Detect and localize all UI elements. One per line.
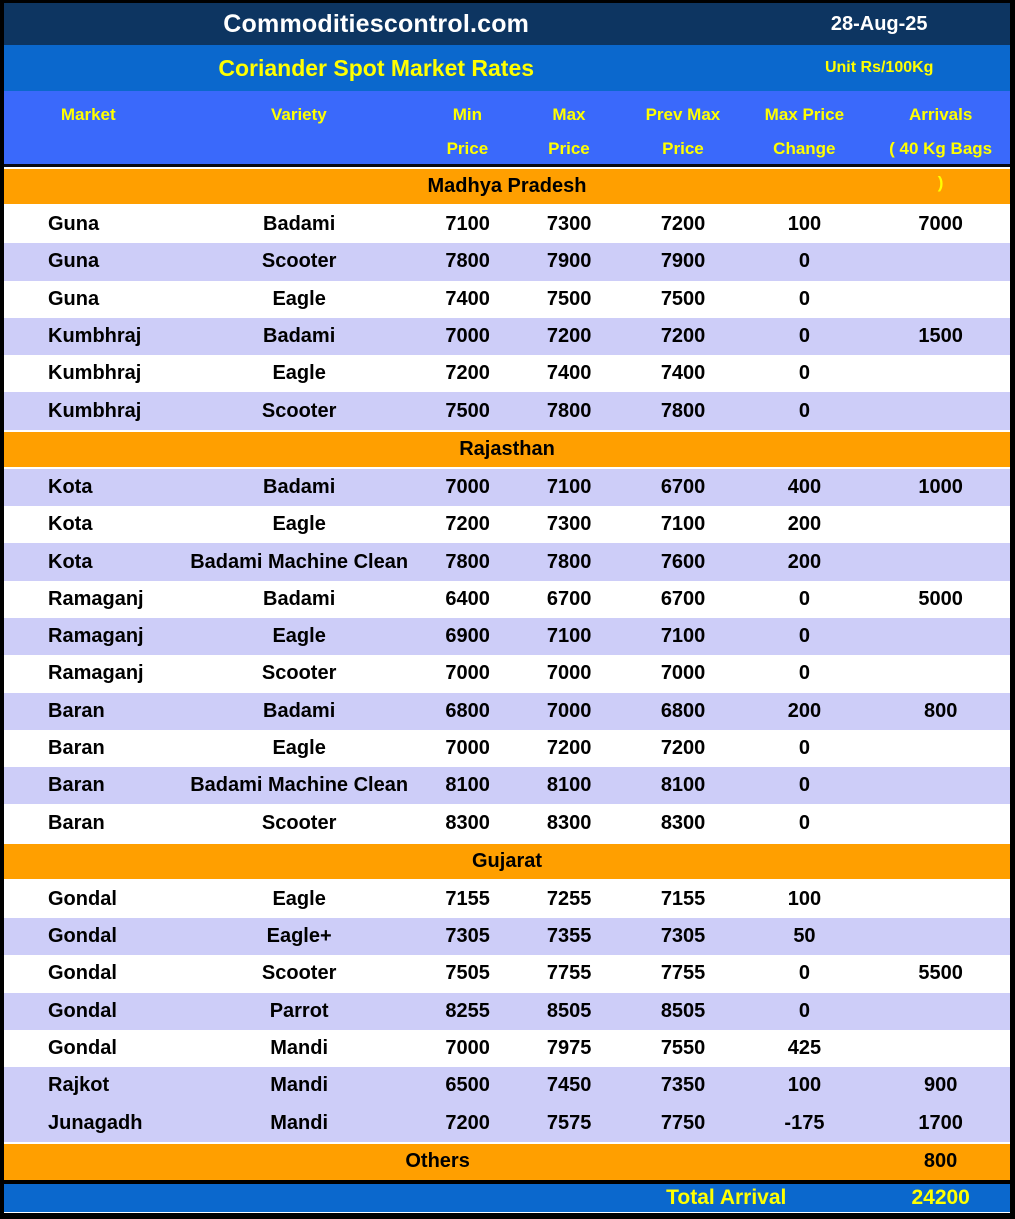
max-cell: 7000 [546, 699, 592, 722]
table-row [4, 543, 1010, 580]
max-cell: 7500 [546, 287, 592, 310]
table-row [4, 1030, 1010, 1067]
max-cell: 7355 [546, 925, 592, 948]
market-cell: Kota [48, 550, 93, 573]
site-title: Commoditiescontrol.com [223, 9, 530, 38]
market-cell: Gondal [48, 925, 117, 948]
total-arrival-value: 24200 [911, 1185, 970, 1209]
variety-cell: Badami [263, 213, 336, 236]
change-cell: 200 [787, 513, 822, 536]
change-cell: 425 [787, 1037, 822, 1060]
market-cell: Gondal [48, 999, 117, 1022]
change-cell: 0 [798, 662, 810, 685]
column-header-line: Max Price [764, 105, 845, 124]
column-header [173, 91, 426, 164]
max-cell: 8505 [546, 999, 592, 1022]
market-cell: Kumbhraj [48, 362, 142, 385]
table-row [4, 804, 1010, 841]
prev_max-cell: 7200 [660, 737, 706, 759]
section-header [4, 842, 1010, 881]
max-cell: 8100 [546, 774, 592, 797]
table-row [4, 918, 1010, 955]
min-cell: 7200 [445, 513, 490, 536]
prev_max-cell: 6700 [660, 587, 706, 610]
market-cell: Baran [48, 811, 105, 834]
section-header [4, 167, 1010, 206]
prev_max-cell: 6800 [660, 699, 706, 722]
column-header [737, 91, 871, 164]
min-cell: 7500 [445, 399, 490, 422]
prev_max-cell: 7900 [660, 250, 706, 273]
table-row [4, 355, 1010, 392]
change-cell: 0 [798, 325, 810, 348]
column-header-line: ( 40 Kg Bags [889, 139, 993, 158]
column-header-line: Max [552, 105, 586, 124]
prev_max-cell: 7600 [660, 550, 706, 573]
market-cell: Guna [48, 250, 100, 273]
column-header-line: Change [773, 139, 836, 158]
min-cell: 7100 [445, 213, 490, 236]
prev_max-cell: 7500 [660, 287, 706, 310]
variety-cell: Eagle [272, 737, 326, 759]
column-header-line: ) [937, 173, 944, 192]
max-cell: 7000 [546, 662, 592, 685]
market-cell: Gondal [48, 1037, 117, 1060]
min-cell: 7505 [445, 962, 490, 985]
column-header-line: Price [548, 139, 590, 158]
arrivals-cell: 1700 [918, 1111, 963, 1134]
market-cell: Junagadh [48, 1111, 143, 1134]
others-label: Others [405, 1150, 470, 1173]
variety-cell: Mandi [270, 1111, 329, 1134]
column-header-line: Min [452, 105, 482, 124]
change-cell: 200 [787, 550, 822, 573]
report-title-bar [4, 45, 1010, 91]
min-cell: 6900 [445, 625, 490, 648]
change-cell: 0 [798, 811, 810, 834]
min-cell: 7800 [445, 550, 490, 573]
market-cell: Gondal [48, 887, 117, 910]
change-cell: 100 [787, 887, 822, 910]
arrivals-cell: 1500 [918, 325, 963, 348]
prev_max-cell: 8505 [660, 999, 706, 1022]
max-cell: 7575 [546, 1111, 592, 1134]
min-cell: 7800 [445, 250, 490, 273]
min-cell: 7000 [445, 325, 490, 348]
prev_max-cell: 7550 [660, 1037, 706, 1060]
prev_max-cell: 6700 [660, 475, 706, 498]
change-cell: 0 [798, 999, 810, 1022]
variety-cell: Eagle [272, 625, 326, 648]
market-cell: Kota [48, 513, 93, 536]
variety-cell: Parrot [269, 999, 329, 1022]
column-header-line: Price [446, 139, 489, 158]
max-cell: 7300 [546, 213, 592, 236]
min-cell: 7000 [445, 1037, 490, 1060]
column-header-line: Price [662, 139, 704, 158]
variety-cell: Eagle [272, 513, 326, 536]
max-cell: 7200 [546, 737, 592, 759]
variety-cell: Badami [263, 475, 336, 498]
total-arrival-row [4, 1184, 1010, 1212]
change-cell: 0 [798, 737, 810, 759]
min-cell: 6400 [445, 587, 490, 610]
table-body [4, 167, 1010, 1142]
min-cell: 7000 [445, 737, 490, 759]
table-row [4, 392, 1010, 429]
section-title: Gujarat [471, 849, 543, 872]
prev_max-cell: 7750 [660, 1111, 706, 1134]
prev_max-cell: 7200 [660, 325, 706, 348]
arrivals-cell: 5000 [918, 587, 963, 610]
table-row [4, 469, 1010, 506]
variety-cell: Badami [263, 325, 336, 348]
market-cell: Guna [48, 287, 100, 310]
max-cell: 7100 [546, 625, 592, 648]
others-row [4, 1142, 1010, 1180]
change-cell: 0 [798, 362, 810, 385]
total-arrival-label: Total Arrival [666, 1185, 787, 1209]
max-cell: 7975 [546, 1037, 592, 1060]
max-cell: 8300 [546, 811, 592, 834]
prev_max-cell: 7755 [660, 962, 706, 985]
column-header [4, 91, 173, 164]
section-title: Rajasthan [459, 437, 555, 460]
change-cell: 0 [798, 399, 810, 422]
column-header [628, 91, 737, 164]
table-row [4, 655, 1010, 692]
table-row [4, 318, 1010, 355]
section-header [4, 430, 1010, 469]
column-header-line: Prev Max [645, 105, 721, 124]
table-row [4, 581, 1010, 618]
max-cell: 7100 [546, 475, 592, 498]
max-cell: 7755 [546, 962, 592, 985]
max-cell: 7300 [546, 513, 592, 536]
market-cell: Kumbhraj [48, 325, 142, 348]
change-cell: 0 [798, 774, 810, 797]
max-cell: 7255 [546, 887, 592, 910]
column-header [871, 91, 1010, 192]
report-date: 28-Aug-25 [830, 12, 928, 35]
change-cell: 100 [787, 213, 822, 236]
variety-cell: Mandi [270, 1037, 329, 1060]
market-cell: Gondal [48, 962, 117, 985]
prev_max-cell: 7155 [660, 887, 706, 910]
table-row [4, 281, 1010, 318]
change-cell: 0 [798, 287, 810, 310]
table-row [4, 993, 1010, 1030]
market-cell: Ramaganj [48, 587, 144, 610]
variety-cell: Badami [263, 699, 336, 722]
min-cell: 8255 [445, 999, 490, 1022]
prev_max-cell: 7350 [660, 1074, 706, 1097]
section-title: Madhya Pradesh [427, 175, 587, 197]
table-row [4, 730, 1010, 767]
table-row [4, 243, 1010, 280]
change-cell: 0 [798, 962, 810, 985]
change-cell: 200 [787, 699, 822, 722]
variety-cell: Scooter [261, 962, 337, 985]
change-cell: 0 [798, 250, 810, 273]
market-cell: Baran [48, 774, 105, 797]
max-cell: 7800 [546, 399, 592, 422]
min-cell: 7400 [445, 287, 490, 310]
variety-cell: Scooter [261, 250, 337, 273]
min-cell: 8300 [445, 811, 490, 834]
column-header [425, 91, 509, 164]
change-cell: -175 [784, 1111, 825, 1134]
table-row [4, 506, 1010, 543]
change-cell: 100 [787, 1074, 822, 1097]
table-row [4, 1067, 1010, 1104]
change-cell: 0 [798, 587, 810, 610]
min-cell: 6800 [445, 699, 490, 722]
prev_max-cell: 7800 [660, 399, 706, 422]
min-cell: 7200 [445, 362, 490, 385]
change-cell: 0 [798, 625, 810, 648]
market-cell: Kota [48, 475, 93, 498]
min-cell: 6500 [445, 1074, 490, 1097]
variety-cell: Badami [263, 587, 336, 610]
table-row [4, 881, 1010, 918]
arrivals-cell: 900 [923, 1074, 958, 1097]
variety-cell: Badami Machine Clean [190, 550, 409, 573]
prev_max-cell: 7400 [660, 362, 706, 385]
min-cell: 7155 [445, 887, 490, 910]
min-cell: 8100 [445, 774, 490, 797]
variety-cell: Eagle+ [266, 925, 332, 948]
prev_max-cell: 7200 [660, 213, 706, 236]
prev_max-cell: 7100 [660, 513, 706, 536]
market-cell: Guna [48, 213, 100, 236]
max-cell: 7200 [546, 325, 592, 348]
table-row [4, 618, 1010, 655]
market-cell: Baran [48, 699, 105, 722]
table-row [4, 1105, 1010, 1142]
min-cell: 7000 [445, 662, 490, 685]
market-cell: Rajkot [48, 1074, 110, 1097]
max-cell: 7450 [546, 1074, 592, 1097]
variety-cell: Eagle [272, 887, 326, 910]
prev_max-cell: 7305 [660, 925, 706, 948]
min-cell: 7305 [445, 925, 490, 948]
market-cell: Ramaganj [48, 662, 144, 685]
market-cell: Ramaganj [48, 625, 144, 648]
table-row [4, 693, 1010, 730]
change-cell: 400 [787, 475, 822, 498]
variety-cell: Scooter [261, 811, 337, 834]
column-header-line: Arrivals [908, 105, 973, 124]
min-cell: 7000 [445, 475, 490, 498]
prev_max-cell: 7100 [660, 625, 706, 648]
variety-cell: Mandi [270, 1074, 329, 1097]
arrivals-cell: 5500 [918, 962, 963, 985]
table-row [4, 206, 1010, 243]
max-cell: 6700 [546, 587, 592, 610]
max-cell: 7900 [546, 250, 592, 273]
variety-cell: Scooter [261, 399, 337, 422]
arrivals-cell: 800 [923, 699, 958, 722]
min-cell: 7200 [445, 1111, 490, 1134]
variety-cell: Badami Machine Clean [190, 774, 409, 797]
table-row [4, 955, 1010, 992]
column-header-line: Market [60, 105, 116, 124]
variety-cell: Eagle [272, 362, 326, 385]
site-header-bar [4, 3, 1010, 45]
market-cell: Baran [48, 737, 105, 759]
unit-label: Unit Rs/100Kg [824, 59, 934, 76]
table-row [4, 767, 1010, 804]
column-header-line: Variety [270, 105, 327, 124]
prev_max-cell: 8100 [660, 774, 706, 797]
variety-cell: Scooter [261, 662, 337, 685]
max-cell: 7400 [546, 362, 592, 385]
max-cell: 7800 [546, 550, 592, 573]
arrivals-cell: 1000 [918, 475, 963, 498]
prev_max-cell: 7000 [660, 662, 706, 685]
market-cell: Kumbhraj [48, 399, 142, 422]
page-title: Coriander Spot Market Rates [218, 54, 535, 81]
variety-cell: Eagle [272, 287, 326, 310]
column-header [509, 91, 628, 164]
change-cell: 50 [793, 925, 816, 948]
prev_max-cell: 8300 [660, 811, 706, 834]
arrivals-cell: 7000 [918, 213, 963, 236]
others-arrivals-value: 800 [923, 1150, 958, 1173]
